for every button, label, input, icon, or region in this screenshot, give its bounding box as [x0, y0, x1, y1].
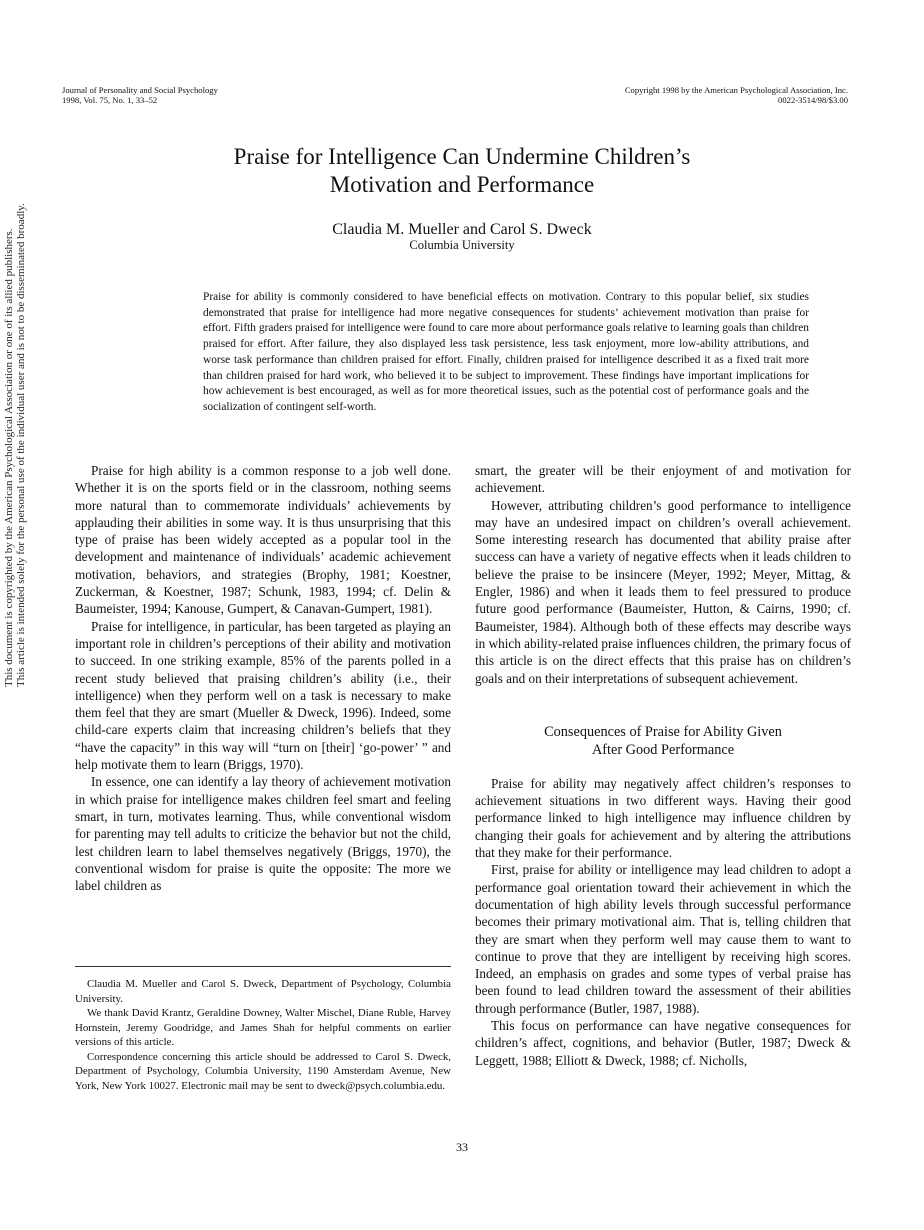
side-notice-line2: This article is intended solely for the personal use of the individual user and is not to be disseminated broadly.: [15, 203, 27, 687]
article-title: [0, 143, 924, 199]
journal-citation: [62, 86, 218, 105]
title-line2: Motivation and Performance: [329, 172, 595, 197]
footnote: We thank David Krantz, Geraldine Downey, Walter Mischel, Diane Ruble, Harvey Hornstein, Jeremy Goodridge, and James Shah for helpful comments on earlier versions of this article.: [75, 1007, 451, 1048]
journal-volume: 1998, Vol. 75, No. 1, 33–52: [62, 94, 158, 105]
section-heading: [475, 723, 851, 759]
copyright-line: Copyright 1998 by the American Psychological Association, Inc.: [624, 85, 848, 95]
footnote: Correspondence concerning this article should be addressed to Carol S. Dweck, Department of Psychology, Columbia University, 1190 Amsterdam Avenue, New York, New York 10027. Electronic mail may be sent to dweck@psych.columbia.edu.: [75, 1050, 451, 1092]
journal-name: Journal of Personality and Social Psychology: [62, 85, 218, 95]
section-heading-line2: After Good Performance: [591, 741, 735, 758]
issn-line: 0022-3514/98/$3.00: [778, 94, 848, 105]
title-line1: Praise for Intelligence Can Undermine Children’s: [233, 144, 691, 169]
paragraph: Praise for high ability is a common response to a job well done. Whether it is on the sports field or in the classroom, nothing seems more natural than to commemorate individuals’ achievements by applauding their abilities in some way. It is thus unsurprising that this type of praise has been widely accepted as a popular tool in the development and maintenance of individuals’ academic achievement motivation, behaviors, and strategies (Brophy, 1981; Koestner, Zuckerman, & Koestner, 1987; Schunk, 1983, 1994; cf. Delin & Baumeister, 1994; Kanouse, Gumpert, & Canavan-Gumpert, 1981).: [75, 463, 451, 617]
footnote: Claudia M. Mueller and Carol S. Dweck, Department of Psychology, Columbia University.: [75, 978, 451, 1005]
affiliation: Columbia University: [409, 238, 515, 252]
paragraph: Praise for ability may negatively affect children’s responses to achievement situations in two different ways. Having their good performance linked to high intelligence may influence children by changing their goals for achievement and by altering the attributions that they make for their performance.: [475, 775, 851, 861]
paragraph: However, attributing children’s good performance to intelligence may have an undesired impact on children’s overall achievement. Some interesting research has documented that ability praise after success can have a variety of negative effects when it leads children to believe the praise to be insincere (Meyer, 1992; Meyer, Mittag, & Engler, 1986) and when it leads them to feel pressured to produce future good performance (Baumeister, Hutton, & Cairns, 1990; cf. Baumeister, 1984). Although both of these effects may describe ways in which ability-related praise influences children, the primary focus of this article is on the direct effects that this praise has on children’s goals and on their interpretations of subsequent achievement.: [475, 497, 851, 686]
side-notice-line1: This document is copyrighted by the American Psychological Association or one of its allied publishers.: [3, 228, 15, 687]
footnotes: [75, 977, 451, 1093]
right-column: [475, 462, 851, 1069]
footnote-divider: [75, 966, 451, 967]
paragraph: This focus on performance can have negative consequences for children’s affect, cognitions, and behavior (Butler, 1987; Dweck & Leggett, 1988; Elliott & Dweck, 1988; cf. Nicholls,: [475, 1018, 851, 1068]
abstract: Praise for ability is commonly considered to have beneficial effects on motivation. Contrary to this popular belief, six studies demonstrated that praise for intelligence had more negative consequences for students’ achievement motivation than praise for effort. Fifth graders praised for intelligence were found to care more about performance goals relative to learning goals than children praised for effort. After failure, they also displayed less task persistence, less task enjoyment, more low-ability attributions, and worse task performance than children praised for effort. Finally, children praised for intelligence described it as a fixed trait more than children praised for hard work, who believed it to be subject to improvement. These findings have important implications for how achievement is best encouraged, as well as for more theoretical issues, such as the potential cost of performance goals and the socialization of contingent self-worth.: [203, 291, 809, 413]
section-heading-line1: Consequences of Praise for Ability Given: [544, 723, 782, 740]
paragraph: Praise for intelligence, in particular, has been targeted as playing an important role in children’s perceptions of their ability and motivation to succeed. In one striking example, 85% of the parents polled in a recent study believed that praising children’s ability (i.e., their intelligence) when they perform well on a task is necessary to make them feel that they are smart (Mueller & Dweck, 1996). Indeed, some child-care experts claim that increasing children’s beliefs that they “have the capacity” in this way will “turn on [their] ‘go-power’ ” and help motivate them to learn (Briggs, 1970).: [75, 618, 451, 773]
paragraph: First, praise for ability or intelligence may lead children to adopt a performance goal orientation toward their achievement in which the documentation of high ability levels through successful performance becomes their primary motivational aim. That is, telling children that they are smart when they perform well may cause them to want to continue to prove that they are intelligent by receiving high scores. Indeed, an emphasis on grades and some types of verbal praise has been found to lead children toward the assessment of their abilities through performance (Butler, 1987, 1988).: [475, 862, 851, 1016]
paragraph: In essence, one can identify a lay theory of achievement motivation in which praise for intelligence makes children feel smart and feeling smart, in turn, motivates learning. Thus, while conventional wisdom for parenting may tell adults to criticize the behavior but not the child, lest children learn to label themselves negatively (Briggs, 1970), the conventional wisdom for praise is quite the opposite: The more we label children as: [75, 774, 451, 894]
authors: Claudia M. Mueller and Carol S. Dweck: [332, 221, 592, 238]
paragraph: smart, the greater will be their enjoyment of and motivation for achievement.: [475, 463, 851, 496]
copyright-block: [625, 86, 848, 105]
page-number: 33: [456, 1140, 468, 1154]
copyright-side-notice: [3, 203, 27, 687]
left-column: [75, 462, 451, 894]
